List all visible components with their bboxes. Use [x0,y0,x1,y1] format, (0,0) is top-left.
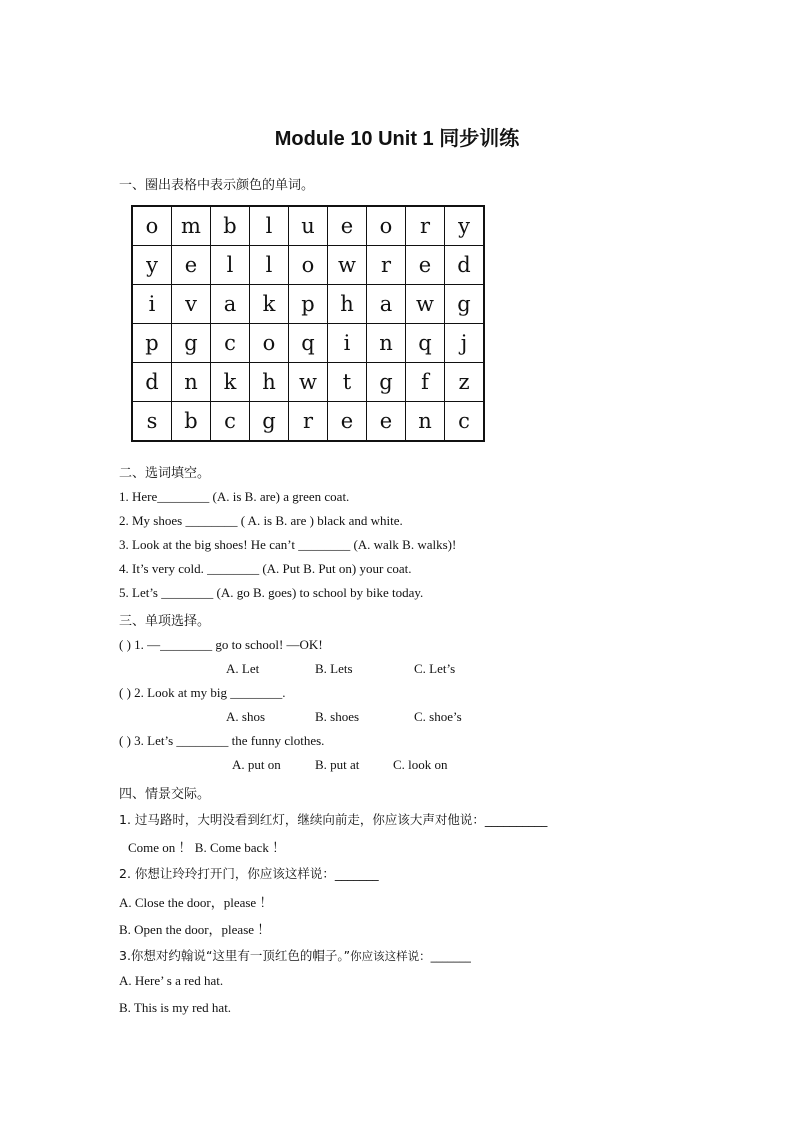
grid-cell: o [250,324,289,363]
grid-cell: m [172,206,211,246]
choice-q3-option-c: C. look on [393,757,448,772]
dialog-q3-suffix: 你应该这样说：_______ [350,949,471,963]
grid-cell: o [289,246,328,285]
grid-cell: c [445,402,485,442]
fill-item-2: 2. My shoes ________ ( A. is B. are ) black and white. [119,513,403,528]
grid-row [132,363,484,402]
grid-cell: r [289,402,328,442]
grid-cell: l [250,246,289,285]
choice-q1-option-a: A. Let [226,661,260,676]
grid-row [132,324,484,363]
grid-row [132,402,484,442]
dialog-q1-options: Come on ！ B. Come back ！ [128,840,286,855]
grid-cell: a [211,285,250,324]
grid-cell: h [328,285,367,324]
grid-cell: i [132,285,172,324]
grid-cell: e [406,246,445,285]
grid-cell: e [172,246,211,285]
choice-q2-option-c: C. shoe’s [414,709,462,724]
section3-heading: 三、单项选择。 [119,614,211,629]
grid-cell: d [445,246,485,285]
choice-q2-option-a: A. shos [226,709,266,724]
choice-q2-option-b: B. shoes [315,709,360,724]
choice-q1-option-b: B. Lets [315,661,353,676]
grid-cell: h [250,363,289,402]
grid-cell: v [172,285,211,324]
grid-cell: c [211,324,250,363]
grid-cell: n [406,402,445,442]
dialog-q3-prefix: 3.你想对约翰说 [119,948,206,963]
grid-cell: t [328,363,367,402]
grid-cell: e [367,402,406,442]
grid-cell: g [250,402,289,442]
grid-cell: d [132,363,172,402]
grid-row [132,285,484,324]
word-search-grid [131,205,485,442]
grid-cell: n [367,324,406,363]
dialog-q2-option-a: A. Close the door，please ！ [119,895,273,910]
grid-cell: n [172,363,211,402]
grid-row [132,246,484,285]
grid-cell: r [406,206,445,246]
grid-cell: p [132,324,172,363]
choice-q3-option-a: A. put on [232,757,281,772]
dialog-q1: 1. 过马路时，大明没看到红灯，继续向前走，你应该大声对他说：__________ [119,812,548,827]
section4-heading: 四、情景交际。 [119,787,211,802]
grid-cell: f [406,363,445,402]
choice-q1-option-c: C. Let’s [414,661,456,676]
grid-cell: l [211,246,250,285]
grid-cell: q [289,324,328,363]
grid-cell: o [132,206,172,246]
grid-cell: l [250,206,289,246]
choice-q2-stem: ( ) 2. Look at my big ________. [119,685,286,700]
grid-cell: w [328,246,367,285]
fill-item-5: 5. Let’s ________ (A. go B. goes) to school by bike today. [119,585,424,600]
dialog-q2-option-b: B. Open the door，please ！ [119,922,271,937]
grid-cell: o [367,206,406,246]
grid-cell: g [367,363,406,402]
choice-q1-stem: ( ) 1. —________ go to school! —OK! [119,637,323,652]
grid-cell: i [328,324,367,363]
grid-cell: g [172,324,211,363]
section1-heading: 一、圈出表格中表示颜色的单词。 [119,178,315,193]
grid-cell: r [367,246,406,285]
dialog-q3-option-b: B. This is my red hat. [119,1000,232,1015]
grid-cell: b [172,402,211,442]
grid-cell: e [328,206,367,246]
grid-cell: s [132,402,172,442]
grid-cell: e [328,402,367,442]
grid-cell: k [211,363,250,402]
grid-cell: u [289,206,328,246]
grid-cell: b [211,206,250,246]
grid-cell: g [445,285,485,324]
page-title: Module 10 Unit 1 同步训练 [274,128,520,150]
grid-cell: k [250,285,289,324]
dialog-q3-option-a: A. Here’ s a red hat. [119,973,224,988]
fill-item-3: 3. Look at the big shoes! He can’t ________ (A. walk B. walks)! [119,537,457,552]
grid-cell: y [132,246,172,285]
choice-q3-stem: ( ) 3. Let’s ________ the funny clothes. [119,733,325,748]
grid-cell: y [445,206,485,246]
grid-cell: c [211,402,250,442]
choice-q3-option-b: B. put at [315,757,360,772]
grid-cell: w [406,285,445,324]
grid-cell: a [367,285,406,324]
grid-cell: q [406,324,445,363]
dialog-q3 [119,946,471,964]
dialog-q2: 2. 你想让玲玲打开门，你应该这样说：_______ [119,866,379,881]
grid-cell: p [289,285,328,324]
grid-cell: w [289,363,328,402]
dialog-q3-quote: “这里有一顶红色的帽子。” [205,948,351,963]
grid-cell: j [445,324,485,363]
section2-heading: 二、选词填空。 [119,466,211,481]
grid-row [132,206,484,246]
grid-cell: z [445,363,485,402]
fill-item-4: 4. It’s very cold. ________ (A. Put B. Put on) your coat. [119,561,412,576]
fill-item-1: 1. Here________ (A. is B. are) a green coat. [119,489,350,504]
